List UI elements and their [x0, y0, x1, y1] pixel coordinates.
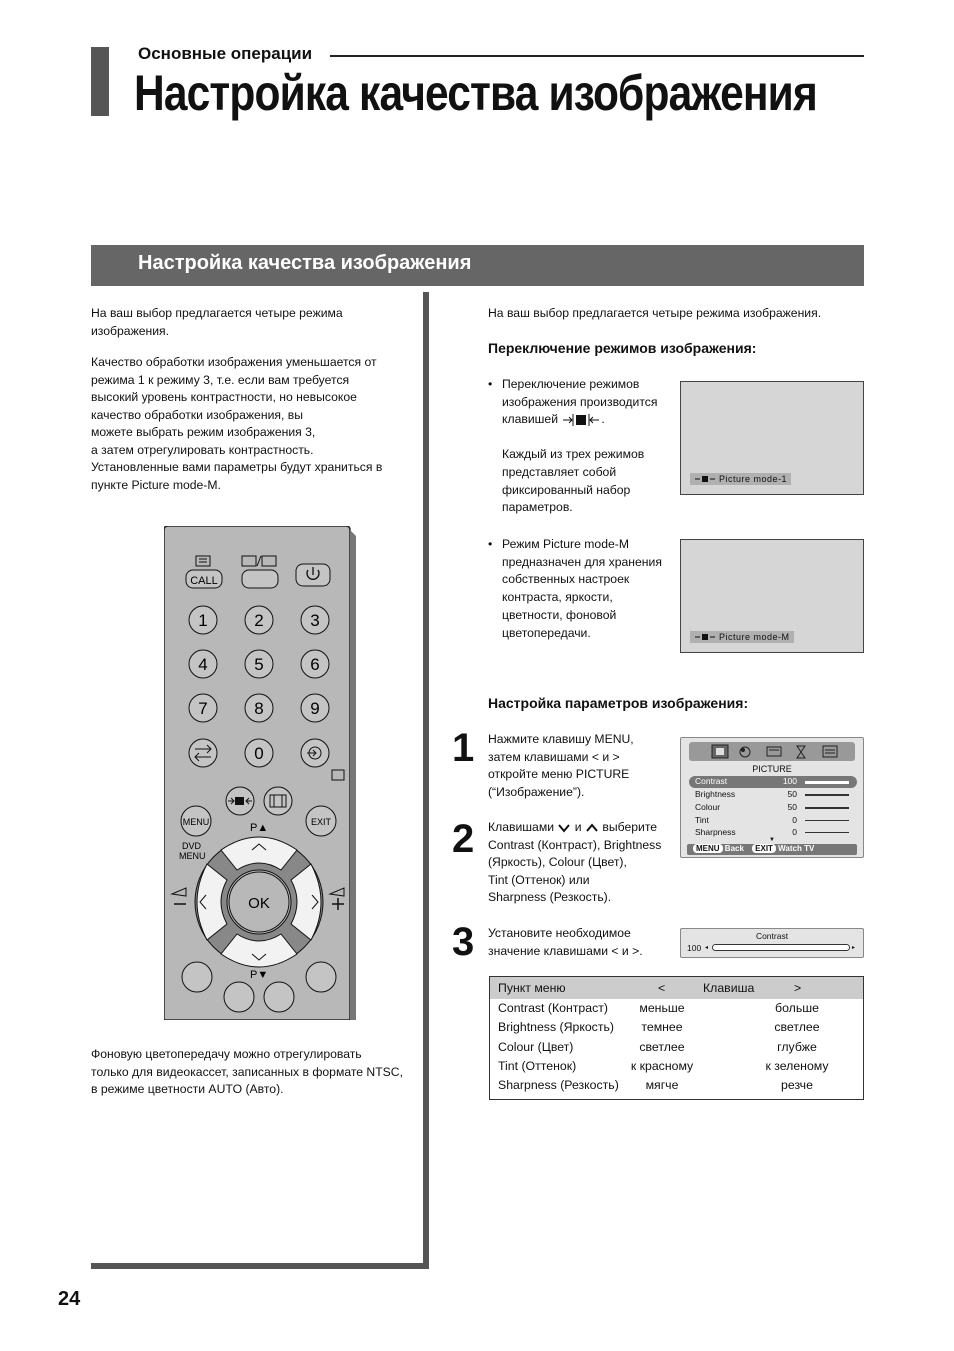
watch-tv-label: Watch TV	[778, 844, 815, 853]
exit-label: EXIT	[310, 817, 332, 827]
call-label: CALL	[190, 575, 218, 587]
keys-row-more: больше	[775, 1001, 819, 1015]
number-label: 3	[310, 611, 320, 630]
picture-mode-icon	[694, 633, 716, 642]
picture-mode-icon	[228, 797, 252, 805]
number-label: 6	[310, 655, 320, 674]
keys-row-more: светлее	[774, 1020, 820, 1035]
contrast-slider-fill	[713, 945, 849, 950]
menu-row-brightness[interactable]: Brightness 50	[689, 789, 857, 801]
keys-row-item: Colour (Цвет)	[498, 1039, 574, 1054]
picture-mode-key-icon	[561, 413, 601, 427]
picture-menu-osd	[680, 737, 864, 858]
arrow-left-icon: ◂	[705, 945, 709, 951]
bullet-switch: • Переключение режимов изображения производится клавишей . Каждый из трех режимов представляет собой фиксированный набор параметров.	[488, 377, 658, 515]
number-label: 1	[198, 611, 208, 630]
number-label: 9	[310, 699, 320, 718]
menu-row-contrast[interactable]: Contrast 100	[689, 776, 857, 788]
menu-icon-strip	[689, 742, 855, 761]
keys-row-less: светлее	[639, 1039, 685, 1054]
step-number-1: 1	[452, 726, 475, 770]
step-1-text: Нажмите клавишу MENU, затем клавишами < и > откройте меню PICTURE (“Изображение”).	[488, 732, 634, 799]
left-para-1: На ваш выбор предлагается четыре режима изображения.	[91, 306, 343, 338]
section-label: Основные операции	[138, 44, 313, 63]
keys-header-more: >	[794, 981, 802, 995]
arrow-right-icon: ▸	[852, 945, 856, 951]
section-title: Настройка качества изображения	[138, 252, 472, 274]
column-bottom-rule	[91, 1263, 429, 1269]
contrast-bar-osd	[680, 928, 864, 958]
header-rule	[330, 55, 864, 57]
left-para-2: Качество обработки изображения уменьшается от режима 1 к режиму 3, т.е. если вам требуется высокий уровень контрастности, но невысокое качество обработки изображения, вы можете выбрать режим изображения 3, а затем отрегулировать контрастность. Установленные вами параметры будут храниться в пункте Picture mode-M.	[91, 355, 383, 492]
back-label: Back	[724, 844, 744, 853]
scroll-down-icon: ▼	[769, 837, 775, 843]
number-label: 7	[198, 699, 208, 718]
keys-row-more: глубже	[777, 1039, 817, 1054]
menu-row-tint[interactable]: Tint 0	[689, 815, 857, 827]
remote-control-illustration	[164, 526, 356, 1020]
keys-row-less: к красному	[630, 1058, 694, 1073]
number-label: 4	[198, 655, 208, 674]
bullet-mode-m: • Режим Picture mode-M предназначен для хранения собственных настроек контраста, яркости, цветности, фоновой цветопередачи.	[488, 537, 662, 640]
osd-picture-mode-1: Picture mode-1	[690, 473, 791, 485]
dvd-label: DVD	[182, 841, 202, 851]
keys-row-more: к зеленому	[765, 1058, 829, 1073]
switch-heading: Переключение режимов изображения:	[488, 340, 757, 356]
keys-row-less: мягче	[645, 1078, 679, 1093]
screen-picture-mode-1	[680, 381, 864, 495]
step-number-2: 2	[452, 817, 475, 861]
chevron-up-icon	[585, 823, 599, 833]
contrast-slider[interactable]	[712, 944, 850, 951]
contrast-bar-title: Contrast	[755, 931, 789, 941]
page-title: Настройка качества изображения	[134, 65, 817, 121]
params-heading: Настройка параметров изображения:	[488, 695, 749, 711]
channel-down-label: P▼	[250, 969, 269, 981]
left-para-3: Фоновую цветопередачу можно отрегулировать только для видеокассет, записанных в формате NTSC, в режиме цветности AUTO (Авто).	[91, 1047, 403, 1096]
keys-header-less: <	[658, 981, 666, 995]
number-label: 2	[254, 611, 264, 630]
exit-key-badge: EXIT	[752, 844, 776, 853]
number-label: 5	[254, 655, 264, 674]
dvd-menu-label: MENU	[179, 851, 206, 861]
menu-category-icons	[689, 742, 855, 761]
step-3-text: Установите необходимое значение клавишами < и >.	[488, 926, 643, 958]
keys-table	[489, 976, 864, 1100]
step-2-text: Клавишами и выберите Contrast (Контраст), Brightness (Яркость), Colour (Цвет), Tint (Оттенок) или Sharpness (Резкость).	[488, 820, 662, 904]
right-intro: На ваш выбор предлагается четыре режима изображения.	[488, 306, 822, 320]
keys-row-item: Brightness (Яркость)	[498, 1020, 614, 1035]
channel-up-label: P▲	[250, 822, 269, 834]
number-label: 8	[254, 699, 264, 718]
keys-row-more: резче	[781, 1078, 813, 1093]
chevron-down-icon	[557, 823, 571, 833]
menu-key-badge: MENU	[693, 844, 723, 853]
keys-header-item: Пункт меню	[498, 981, 566, 995]
menu-label: MENU	[182, 817, 210, 827]
keys-header-key: Клавиша	[703, 981, 755, 995]
menu-title: PICTURE	[752, 764, 792, 774]
header-accent-bar	[91, 47, 109, 116]
number-label: 0	[254, 744, 264, 763]
page-number: 24	[58, 1288, 81, 1310]
osd-picture-mode-m: Picture mode-M	[690, 631, 794, 643]
column-divider	[423, 292, 429, 1269]
keys-row-item: Contrast (Контраст)	[498, 1001, 608, 1015]
keys-row-item: Tint (Оттенок)	[498, 1058, 577, 1073]
menu-footer	[687, 844, 857, 855]
contrast-bar-value: 100	[687, 943, 702, 953]
menu-row-colour[interactable]: Colour 50	[689, 802, 857, 814]
keys-row-less: меньше	[639, 1001, 685, 1015]
ok-label: OK	[248, 895, 270, 912]
picture-mode-icon	[694, 475, 716, 484]
menu-row-sharpness[interactable]: Sharpness 0	[689, 827, 857, 839]
screen-picture-mode-m	[680, 539, 864, 653]
keys-row-less: темнее	[641, 1020, 683, 1035]
keys-row-item: Sharpness (Резкость)	[498, 1078, 619, 1093]
step-number-3: 3	[452, 920, 475, 964]
